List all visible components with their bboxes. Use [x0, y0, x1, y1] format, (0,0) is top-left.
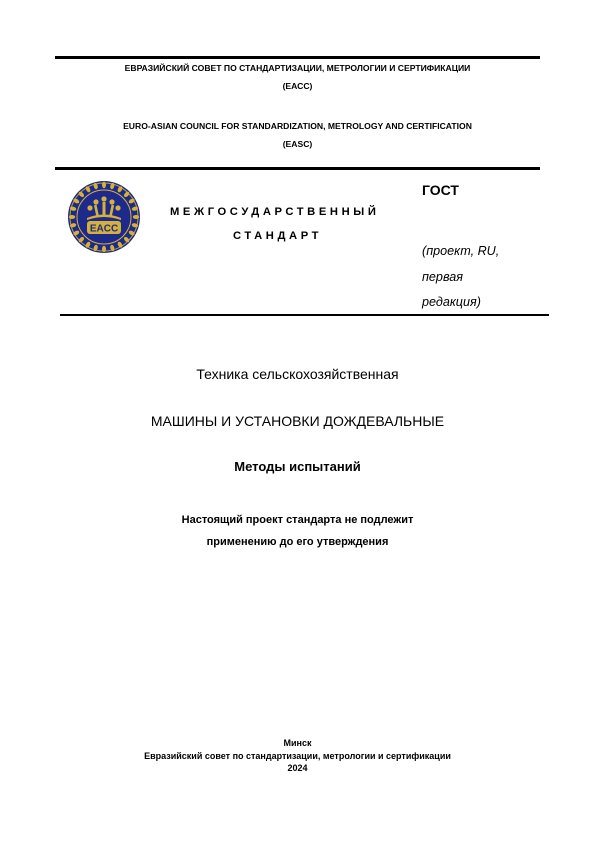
publication-info — [0, 737, 595, 775]
publisher-name: Евразийский совет по стандартизации, метрологии и сертификации — [144, 750, 451, 761]
council-abbr-en: (EASC) — [282, 139, 313, 149]
document-subtitle: Методы испытаний — [234, 459, 361, 474]
draft-line-3: редакция) — [422, 295, 481, 309]
title-rule — [60, 314, 549, 316]
council-name-ru: ЕВРАЗИЙСКИЙ СОВЕТ ПО СТАНДАРТИЗАЦИИ, МЕТРОЛОГИИ И СЕРТИФИКАЦИИ — [124, 63, 471, 73]
easc-emblem-icon — [67, 180, 141, 254]
top-rule — [55, 56, 540, 59]
draft-status — [422, 239, 499, 316]
council-name-en: EURO-ASIAN COUNCIL FOR STANDARDIZATION, METROLOGY AND CERTIFICATION — [123, 121, 472, 131]
logo-text: EACC — [89, 223, 119, 235]
document-category: Техника сельскохозяйственная — [196, 366, 399, 382]
council-abbr-ru: (ЕАСС) — [282, 81, 313, 91]
gost-label: ГОСТ — [422, 182, 459, 198]
interstate-label: МЕЖГОСУДАРСТВЕННЫЙ — [170, 206, 380, 218]
standard-label: СТАНДАРТ — [233, 230, 323, 242]
draft-line-2: первая — [422, 269, 463, 284]
draft-notice — [0, 510, 595, 553]
publication-city: Минск — [283, 738, 312, 748]
notice-line-1: Настоящий проект стандарта не подлежит — [181, 514, 414, 526]
notice-line-2: применению до его утверждения — [206, 535, 389, 548]
draft-line-1: (проект, RU, — [422, 244, 500, 258]
header-rule — [55, 167, 540, 170]
publication-year: 2024 — [287, 763, 308, 773]
document-title: МАШИНЫ И УСТАНОВКИ ДОЖДЕВАЛЬНЫЕ — [150, 413, 445, 429]
